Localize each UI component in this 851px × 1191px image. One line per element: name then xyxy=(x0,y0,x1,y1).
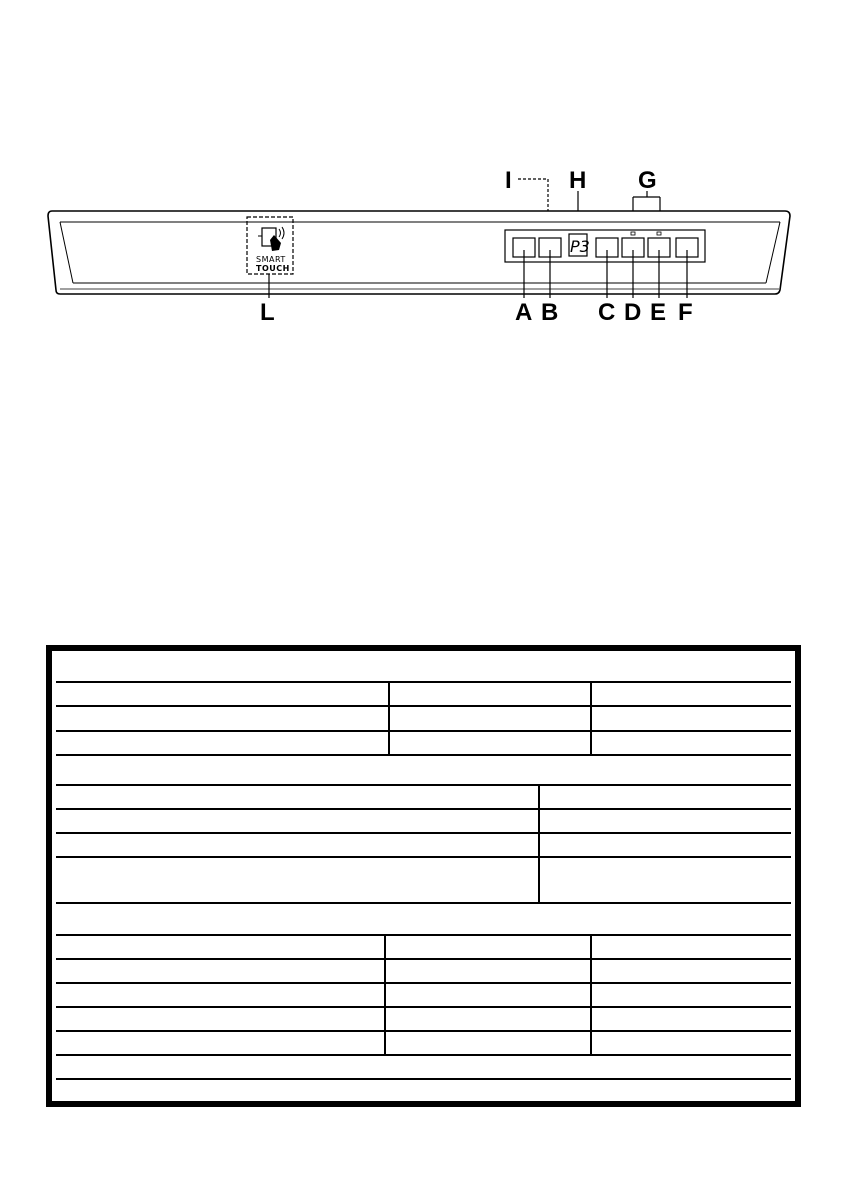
table-footer-note xyxy=(56,1080,791,1116)
table-row xyxy=(56,786,791,810)
callout-label-I: I xyxy=(505,167,512,194)
table-section-header-2 xyxy=(56,756,791,786)
table-row xyxy=(56,960,791,984)
table-row xyxy=(56,984,791,1008)
table-footer-row xyxy=(56,1056,791,1080)
control-panel-diagram xyxy=(0,0,851,340)
table-row xyxy=(56,732,791,756)
table-row xyxy=(56,707,791,732)
table-section-header-3 xyxy=(56,904,791,936)
display-value: P3 xyxy=(570,237,590,256)
table-row xyxy=(56,683,791,707)
specification-table xyxy=(46,645,801,1107)
callout-label-F: F xyxy=(678,299,693,326)
table-row xyxy=(56,834,791,858)
callout-label-D: D xyxy=(624,299,642,326)
table-row xyxy=(56,858,791,904)
table-row xyxy=(56,936,791,960)
callout-label-E: E xyxy=(650,299,667,326)
touch-label: TOUCH xyxy=(256,264,290,273)
callout-label-G: G xyxy=(638,167,657,194)
table-row xyxy=(56,1032,791,1056)
callout-label-B: B xyxy=(541,299,559,326)
callout-line-I xyxy=(518,179,548,212)
table-section-header-1 xyxy=(56,655,791,683)
callout-label-C: C xyxy=(598,299,616,326)
callout-label-L: L xyxy=(260,299,275,326)
callout-label-A: A xyxy=(515,299,533,326)
table-row xyxy=(56,810,791,834)
smart-label: SMART xyxy=(256,255,286,264)
table-row xyxy=(56,1008,791,1032)
callout-label-H: H xyxy=(569,167,587,194)
